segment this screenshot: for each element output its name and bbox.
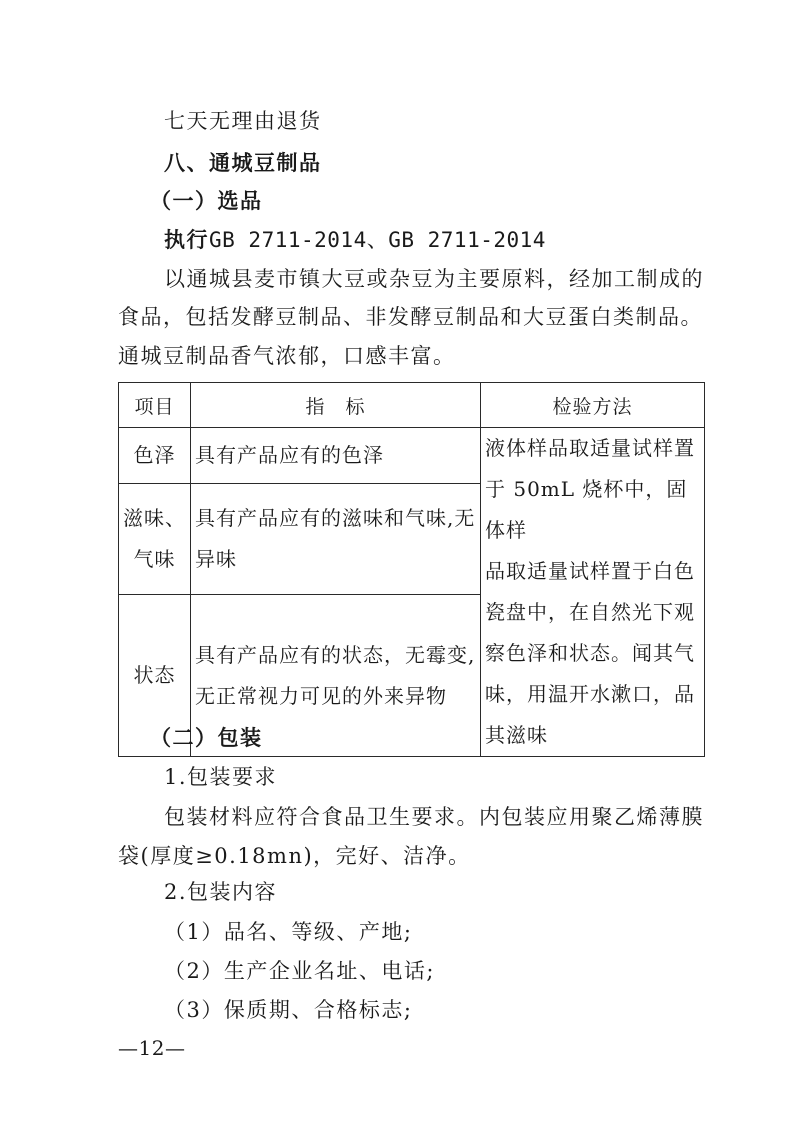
method-line: 品取适量试样置于白色 (485, 559, 695, 583)
spec-table (118, 382, 705, 757)
standard-label: 执行 (164, 228, 209, 252)
cell-item-taste-line-1: 滋味、 (123, 506, 186, 531)
header-indicator: 指 标 (191, 383, 481, 428)
packaging-req-line-2: 袋(厚度≥0.18mn)，完好、洁净。 (118, 844, 471, 868)
header-item: 项目 (119, 383, 191, 428)
method-line: 液体样品取适量试样置 (485, 436, 695, 460)
subsection-title-packaging: （二）包装 (150, 726, 263, 750)
standard-line (164, 225, 546, 255)
cell-indicator-taste-line-1: 具有产品应有的滋味和气味,无 (195, 506, 476, 531)
method-line: 察色泽和状态。闻其气 (485, 641, 695, 665)
section-title: 八、通城豆制品 (164, 151, 322, 175)
subsection-title-selection: （一）选品 (150, 189, 263, 213)
cell-indicator-taste-line-2: 异味 (195, 547, 237, 572)
cell-item-taste-line-2: 气味 (133, 547, 176, 572)
cell-method (481, 428, 705, 757)
table-row-color (119, 428, 705, 484)
method-line: 瓷盘中，在自然光下观 (485, 600, 695, 624)
description-line-3: 通城豆制品香气浓郁，口感丰富。 (118, 344, 456, 368)
packaging-content-item-3: （3）保质期、合格标志; (164, 998, 413, 1022)
cell-item-taste (119, 484, 191, 595)
page-number: —12— (118, 1036, 186, 1060)
cell-indicator-taste (191, 484, 481, 595)
table-header-row (119, 383, 705, 428)
intro-line: 七天无理由退货 (164, 109, 322, 133)
header-method: 检验方法 (481, 383, 705, 428)
description-line-2: 食品，包括发酵豆制品、非发酵豆制品和大豆蛋白类制品。 (118, 305, 703, 329)
cell-indicator-state-line-1: 具有产品应有的状态，无霉变, (195, 642, 476, 667)
packaging-req-title: 1.包装要求 (164, 765, 278, 789)
packaging-content-item-2: （2）生产企业名址、电话; (164, 959, 435, 983)
cell-indicator-state-line-2: 无正常视力可见的外来异物 (195, 683, 447, 708)
packaging-content-item-1: （1）品名、等级、产地; (164, 920, 413, 944)
description-line-1: 以通城县麦市镇大豆或杂豆为主要原料，经加工制成的 (164, 267, 704, 291)
method-line: 于 50mL 烧杯中，固体样 (485, 477, 688, 542)
standard-value: GB 2711-2014、GB 2711-2014 (209, 228, 546, 252)
method-line: 味，用温开水漱口，品 (485, 682, 695, 706)
packaging-req-line-1: 包装材料应符合食品卫生要求。内包装应用聚乙烯薄膜 (164, 805, 704, 829)
cell-item-state: 状态 (119, 595, 191, 757)
method-line: 其滋味 (485, 723, 548, 747)
cell-item-color: 色泽 (119, 428, 191, 484)
packaging-content-title: 2.包装内容 (164, 880, 278, 904)
cell-indicator-color: 具有产品应有的色泽 (191, 428, 481, 484)
